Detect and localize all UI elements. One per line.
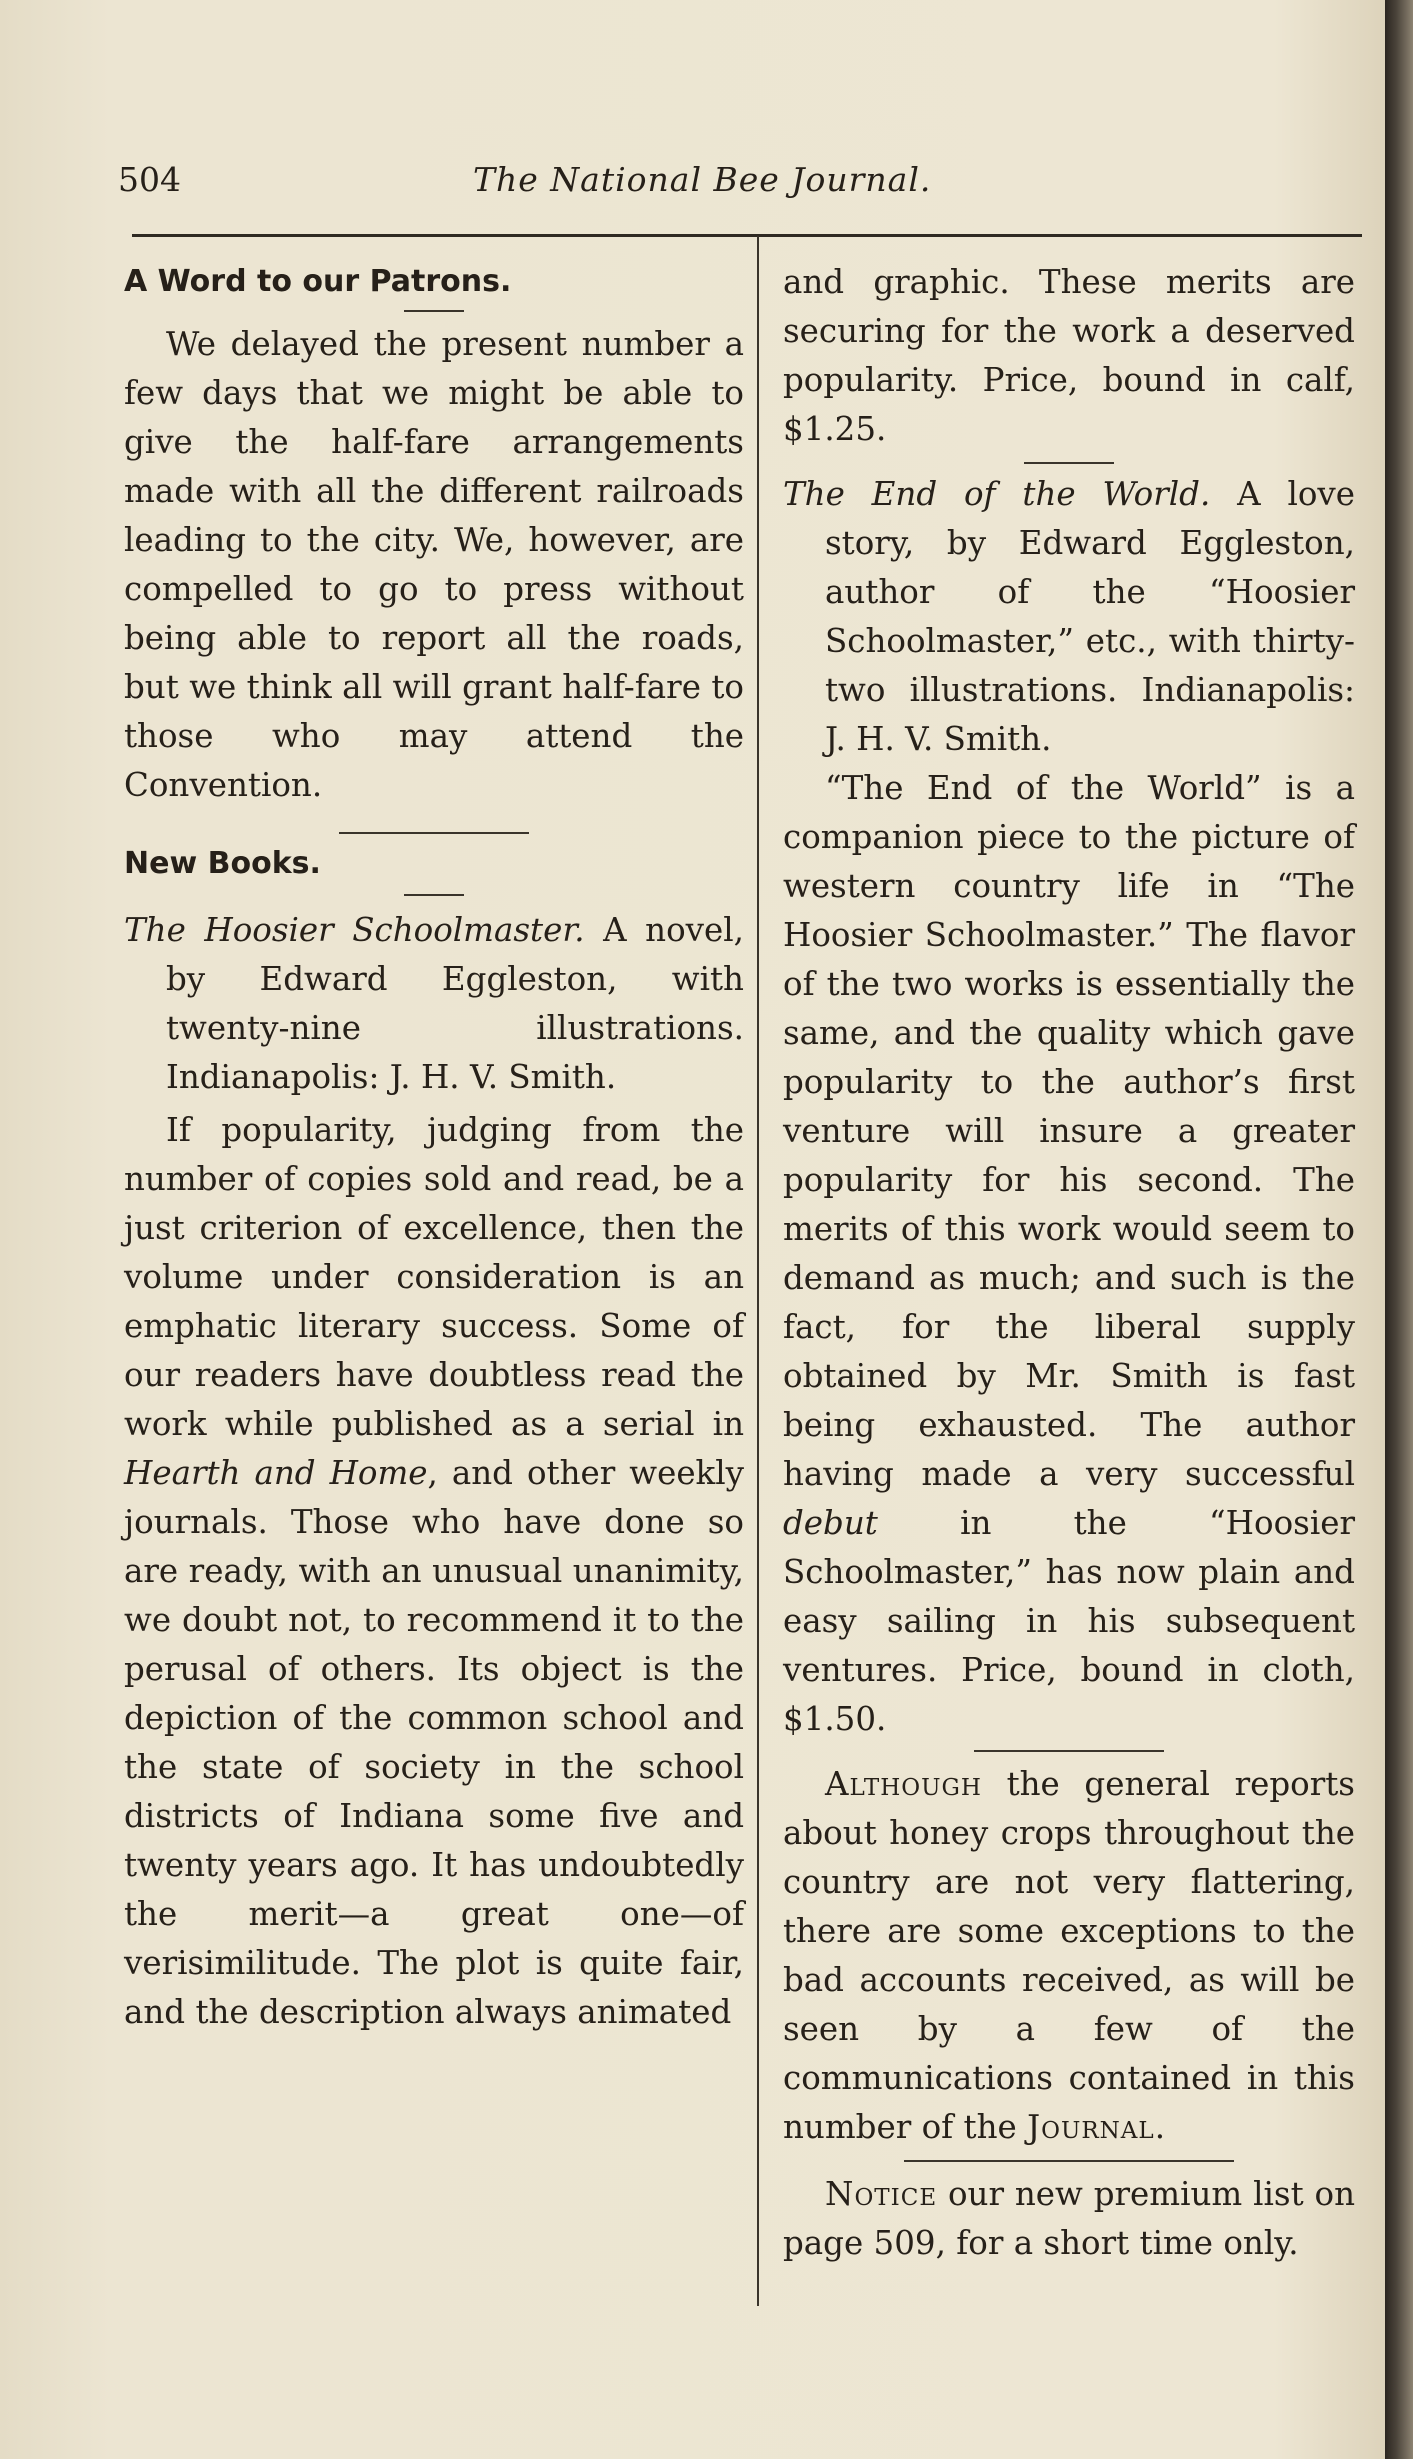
end-of-world-citation bbox=[783, 470, 1355, 764]
header-rule bbox=[132, 234, 1362, 237]
short-rule bbox=[1024, 462, 1114, 464]
hearth-and-home: Hearth and Home bbox=[124, 1454, 428, 1492]
end-of-world-citation-text: A love story, by Edward Eggleston, author of the “Hoosier Schoolmaster,” etc., with thirty-two illustrations. Indianapolis: J. H. V. Smith. bbox=[825, 475, 1356, 758]
short-rule bbox=[404, 310, 464, 312]
hoosier-review bbox=[124, 1106, 744, 2037]
honey-reports bbox=[783, 1760, 1355, 2152]
journal-word: Journal bbox=[1027, 2108, 1155, 2146]
honey-body: the general reports about honey crops throughout the country are not very flattering, there are some exceptions to the bad accounts received, as will be seen by a few of the communications contained in this number of the bbox=[783, 1765, 1355, 2146]
honey-lead: Although bbox=[825, 1765, 982, 1803]
section-rule bbox=[904, 2160, 1234, 2162]
end-of-world-review-start: “The End of the World” is a companion piece to the picture of western country life in “The Hoosier Schoolmaster.” The flavor of the two works is essentially the same, and the quality which gave popularity to the author’s first venture will insure a greater popularity for his second. The merits of this work would seem to demand as much; and such is the fact, for the liberal supply obtained by Mr. Smith is fast being exhausted. The author having made a very successful bbox=[783, 769, 1355, 1493]
notice-lead: Notice bbox=[825, 2175, 938, 2213]
hoosier-title: The Hoosier Schoolmaster. bbox=[124, 911, 585, 949]
hoosier-review-start: If popularity, judging from the number of copies sold and read, be a just criterion of excellence, then the volume under consideration is an emphatic literary success. Some of our readers have doubtless read the work while published as a serial in bbox=[124, 1111, 744, 1443]
binding-edge bbox=[1385, 0, 1413, 2459]
notice bbox=[783, 2170, 1355, 2268]
section-rule bbox=[974, 1750, 1164, 1752]
honey-end: . bbox=[1154, 2108, 1166, 2146]
right-column bbox=[783, 258, 1355, 2268]
hoosier-citation-text: A novel, by Edward Eggleston, with twenty-nine illustrations. Indianapolis: J. H. V. Smith. bbox=[166, 911, 744, 1096]
journal-title: The National Bee Journal. bbox=[473, 160, 932, 199]
patrons-body: We delayed the present number a few days that we might be able to give the half-fare arrangements made with all the different railroads leading to the city. We, however, are compelled to go to press without being able to report all the roads, but we think all will grant half-fare to those who may attend the Convention. bbox=[124, 325, 744, 804]
hoosier-citation bbox=[124, 906, 744, 1102]
section-rule bbox=[339, 832, 529, 834]
end-of-world-review bbox=[783, 764, 1355, 1744]
short-rule bbox=[404, 894, 464, 896]
hoosier-review-continued: and graphic. These merits are securing for the work a deserved popularity. Price, bound in calf, $1.25. bbox=[783, 263, 1355, 448]
debut-word: debut bbox=[783, 1504, 878, 1542]
end-of-world-title: The End of the World. bbox=[783, 475, 1211, 513]
running-head bbox=[118, 160, 1033, 210]
page-number: 504 bbox=[118, 160, 181, 199]
column-divider bbox=[757, 236, 759, 2306]
hoosier-review-end: , and other weekly journals. Those who have done so are ready, with an unusual unanimity, we doubt not, to recommend it to the perusal of others. Its object is the depiction of the common school and the state of society in the school districts of Indiana some five and twenty years ago. It has undoubtedly the merit—a great one—of verisimilitude. The plot is quite fair, and the description always animated bbox=[124, 1454, 744, 2031]
end-of-world-review-end: in the “Hoosier Schoolmaster,” has now plain and easy sailing in his subsequent ventures. Price, bound in cloth, $1.50. bbox=[783, 1504, 1355, 1738]
left-column bbox=[124, 258, 744, 2037]
notice-body: our new premium list on page 509, for a short time only. bbox=[783, 2175, 1355, 2262]
new-books-heading: New Books. bbox=[124, 846, 321, 881]
patrons-heading: A Word to our Patrons. bbox=[124, 264, 512, 299]
